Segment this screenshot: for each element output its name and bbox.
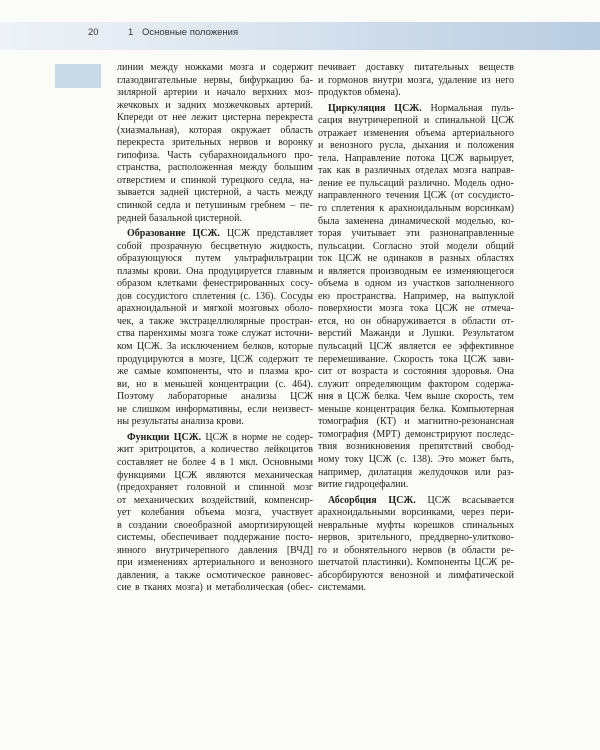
text-line-content: дов сосудистого сплетения (с. 136). Сосуды (117, 290, 313, 302)
text-line (117, 175, 313, 188)
text-line (318, 454, 514, 467)
text-line (117, 162, 313, 175)
text-line-content: ния в ЦСЖ белка. Чем выше скорость, тем (318, 391, 514, 403)
text-line (117, 482, 313, 495)
text-line-content: (хиазмальная), которая окружает область (117, 124, 313, 136)
text-line (117, 150, 313, 163)
text-line (117, 444, 313, 457)
text-line (117, 213, 313, 226)
text-line-content: была заменена динамической моделью, ко- (318, 215, 514, 227)
text-line (117, 404, 313, 417)
text-line (117, 100, 313, 113)
text-line (117, 291, 313, 304)
text-line (318, 379, 514, 392)
text-line (117, 200, 313, 213)
text-line-content: сит от возраста и состояния здоровья. Она (318, 366, 514, 378)
text-line (318, 467, 514, 480)
chapter-number: 1 (128, 27, 134, 38)
text-line (318, 557, 514, 570)
text-line (117, 557, 313, 570)
text-line-content: перекреста зрительных нервов и воронку (117, 137, 313, 149)
text-line (117, 137, 313, 150)
text-line (318, 253, 514, 266)
text-line (318, 316, 514, 329)
text-line-content: составляет не более 4 в 1 мкл. Основными (117, 456, 313, 468)
text-line-content: невральные муфты корешков спинальных (318, 519, 514, 531)
text-line-content: арахноидальной и мягкой мозговых оболо- (117, 303, 313, 315)
text-line (318, 582, 514, 595)
text-line-content: сация внутричерепной и спинальной ЦСЖ (318, 115, 514, 127)
text-line-content: плазмы крови. Она продуцируется главным (117, 265, 313, 277)
text-line (318, 216, 514, 229)
text-line-content: отражает изменения объема артериального (318, 127, 514, 139)
text-line (318, 190, 514, 203)
text-line (117, 582, 313, 595)
text-line (318, 241, 514, 254)
text-line (318, 178, 514, 191)
text-line (318, 532, 514, 545)
text-line (318, 278, 514, 291)
text-line-content: поверхности мозга тока ЦСЖ не отмеча- (318, 303, 514, 315)
text-line-content: янного внутричерепного давления [ВЧД] (117, 544, 313, 556)
text-line-content: абсорбируются венозной и лимфатической (318, 569, 514, 581)
text-line-content: томография (КТ) и магнитно-резонансная (318, 416, 514, 428)
text-line-content: функциями ЦСЖ являются механическая (117, 469, 313, 481)
text-line (117, 303, 313, 316)
text-line-content: линии между ножками мозга и содержит (117, 62, 313, 73)
text-line (318, 507, 514, 520)
text-line-content: (предохраняет головной и спинной мозг (117, 482, 313, 494)
text-line (117, 316, 313, 329)
text-line-content: перемешивание. Скорость тока ЦСЖ зави- (318, 353, 514, 365)
text-line-content: ЦСЖ в норме не содер- (201, 431, 313, 443)
text-line (318, 520, 514, 533)
section-heading: Функции ЦСЖ. (127, 431, 202, 443)
text-line (117, 125, 313, 138)
text-line-content: от механических воздействий, компенсир- (117, 494, 313, 506)
text-line (117, 520, 313, 533)
chapter-side-marker (55, 64, 101, 88)
text-line (117, 228, 313, 241)
text-line-content: печивает доставку питательных веществ (318, 62, 514, 73)
text-line (318, 62, 514, 75)
text-line (117, 341, 313, 354)
text-line (318, 266, 514, 279)
text-line-content: жит эритроцитов, а количество лейкоцитов (117, 444, 313, 456)
text-line-content: собой прозрачную бесцветную жидкость, (117, 240, 313, 252)
text-line (117, 112, 313, 125)
text-line-content: глазодвигательные нервы, бифуркацию ба- (117, 74, 313, 86)
text-line-content: системами. (318, 582, 366, 594)
text-line (318, 416, 514, 429)
text-line-content: в создании своеобразной амортизирующей (117, 519, 313, 531)
text-line-content: торая учитывает эти разнонаправленные (318, 228, 514, 240)
text-line (117, 416, 313, 429)
text-line-content: верстий Мажанди и Лушки. Результатом (318, 328, 514, 340)
text-line-content: ком ЦСЖ. За исключением белков, которые (117, 341, 313, 353)
section-heading: Образование ЦСЖ. (127, 228, 220, 240)
text-line (318, 328, 514, 341)
text-line (117, 391, 313, 404)
text-line (117, 87, 313, 100)
text-line (318, 404, 514, 417)
text-line-content: го и обонятельного нервов (в области ре- (318, 544, 514, 556)
text-line-content: ства паренхимы мозга тоже служат источни- (117, 328, 313, 340)
text-line (318, 291, 514, 304)
text-line-content: пульсаций ЦСЖ является ее эффективное (318, 341, 514, 353)
text-line-content: Кпереди от нее лежит цистерна перекреста (117, 112, 313, 124)
text-line-content: ется, но он обнаруживается в области от- (318, 315, 514, 327)
text-line (117, 366, 313, 379)
text-line-content: образующуюся путем ультрафильтрации (117, 253, 313, 265)
text-line-content: служит определяющим фактором содержа- (318, 378, 514, 390)
text-line (117, 532, 313, 545)
text-line-content: ею пространства. Например, на выпуклой (318, 290, 514, 302)
text-line-content: отверстием и спинкой турецкого седла, на- (117, 174, 313, 186)
text-line-content: ному току ЦСЖ (с. 138). Это может быть, (318, 453, 514, 465)
text-line (318, 203, 514, 216)
text-line-content: тела. Направление потока ЦСЖ варьирует, (318, 152, 514, 164)
text-line-content: редней базальной цистерной. (117, 212, 242, 224)
text-line (318, 391, 514, 404)
text-line (318, 479, 514, 492)
text-line-content: например, дилатация желудочков или раз- (318, 466, 514, 478)
text-line (117, 75, 313, 88)
text-line-content: спинкой седла и петушиным гребнем – пе- (117, 200, 313, 212)
text-line-content: странства, расположенная между большим (117, 162, 313, 174)
text-line-content: ЦСЖ представляет (219, 228, 313, 240)
text-line-content: чек, а также экстрацеллюлярные простран- (117, 315, 313, 327)
text-line-content: зывается задней цистерной, а часть между (117, 187, 313, 199)
text-line-content: направленного течения ЦСЖ (от сосудисто- (318, 190, 514, 202)
text-line (117, 457, 313, 470)
text-line-content: го сплетения к арахноидальным ворсинкам) (318, 203, 514, 215)
text-line (318, 495, 514, 508)
text-line (318, 153, 514, 166)
text-line (318, 75, 514, 88)
text-line (318, 87, 514, 100)
text-line-content: так как в различных отделах мозга направ- (318, 165, 514, 177)
text-line-content: и является производным ее изменяющегося (318, 265, 514, 277)
text-line-content: продуктов обмена). (318, 87, 401, 99)
text-line (318, 570, 514, 583)
text-line (318, 165, 514, 178)
text-line (318, 366, 514, 379)
text-line-content: пульсации. Согласно этой модели общий (318, 240, 514, 252)
text-line-content: ЦСЖ всасывается (415, 494, 514, 506)
text-line-content: ует колебания объема мозга, участвует (117, 507, 313, 519)
text-line (117, 470, 313, 483)
text-line-content: арахноидальными ворсинками, через пери- (318, 507, 514, 519)
text-line (117, 62, 313, 75)
text-line (117, 278, 313, 291)
text-line (318, 429, 514, 442)
text-line (318, 341, 514, 354)
text-line-content: нервов, зрительного, преддверно-улитково- (318, 532, 514, 544)
text-line-content: продуцируются в мозге, ЦСЖ содержит те (117, 353, 313, 365)
text-line (117, 570, 313, 583)
text-line-content: сие в тканях мозга) и метаболическая (обес- (117, 582, 313, 594)
text-line (318, 545, 514, 558)
section-heading: Циркуляция ЦСЖ. (328, 102, 422, 114)
text-line-content: ны результаты анализа крови. (117, 416, 244, 428)
text-line-content: гипофиза. Часть субарахноидального про- (117, 149, 313, 161)
text-line (117, 545, 313, 558)
text-line (318, 228, 514, 241)
text-line-content: витие гидроцефалии. (318, 479, 409, 491)
text-line (318, 441, 514, 454)
text-line (117, 253, 313, 266)
chapter-title: Основные положения (142, 27, 239, 38)
text-line-content: ток ЦСЖ не одинаков в разных областях (318, 253, 514, 265)
text-line (117, 266, 313, 279)
text-line-content: при изменениях артериального и венозного (117, 557, 313, 569)
text-line (318, 354, 514, 367)
text-line-content: же самые компоненты, что и плазма кро- (117, 366, 313, 378)
text-line-content: образом клетками фенестрированных сосу- (117, 278, 313, 290)
left-text-column (117, 62, 313, 595)
text-line-content: ви, но в меньшей концентрации (с. 464). (117, 378, 313, 390)
text-line-content: меньше концентрация белка. Компьютерная (318, 403, 514, 415)
section-heading: Абсорбция ЦСЖ. (328, 494, 416, 506)
text-line (318, 115, 514, 128)
text-line-content: жечковых и задних мозжечковых артерий. (117, 99, 313, 111)
page-number: 20 (88, 27, 99, 38)
text-line-content: давления, а также осмотическое равновес- (117, 569, 313, 581)
text-line (117, 241, 313, 254)
text-line-content: томография (МРТ) демонстрируют последс- (318, 428, 514, 440)
text-line-content: системы, обеспечивает поддержание посто- (117, 532, 313, 544)
text-line (117, 495, 313, 508)
text-line-content: ление ее пульсаций различно. Модель одно- (318, 177, 514, 189)
text-line (318, 303, 514, 316)
text-line (117, 328, 313, 341)
text-line (318, 140, 514, 153)
text-line (117, 507, 313, 520)
right-text-column (318, 62, 514, 595)
text-line-content: объема в одном из участков заполненного (318, 278, 514, 290)
text-line (318, 103, 514, 116)
text-line (117, 379, 313, 392)
text-line-content: Поэтому лабораторные анализы ЦСЖ (117, 391, 313, 403)
text-line-content: не слишком информативны, если неизвест- (117, 403, 313, 415)
text-line-content: и венозного русла, дыхания и положения (318, 140, 514, 152)
text-line-content: Нормальная пуль- (421, 102, 514, 114)
text-line-content: твия возникновения препятствий свобод- (318, 441, 514, 453)
text-line (318, 128, 514, 141)
text-line-content: и гормонов внутри мозга, удаление из него (318, 74, 514, 86)
text-line (117, 432, 313, 445)
text-line (117, 354, 313, 367)
text-line-content: шетчатой пластинки). Компоненты ЦСЖ ре- (318, 557, 514, 569)
text-line-content: зилярной артерии и начало верхних моз- (117, 87, 313, 99)
text-line (117, 187, 313, 200)
